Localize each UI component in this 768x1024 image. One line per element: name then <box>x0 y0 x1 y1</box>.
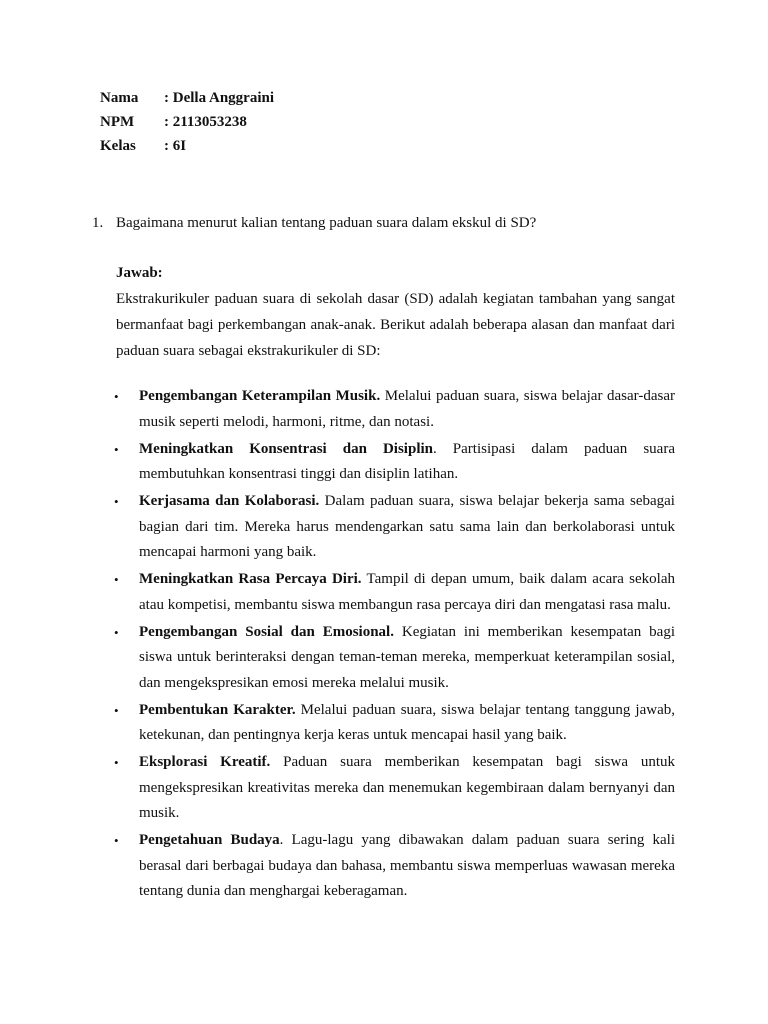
list-item-body: Kegiatan ini memberikan kesempatan bagi siswa untuk berinteraksi dengan teman-teman mereka, memperkuat keterampilan sosial, dan mengekspresikan emosi mereka melalui musik. <box>139 623 676 691</box>
list-item <box>114 750 675 827</box>
bullet-icon: • <box>114 833 119 848</box>
list-item-title: Pengetahuan Budaya <box>139 832 280 848</box>
npm-label: NPM <box>100 114 135 130</box>
list-item-title: Meningkatkan Rasa Percaya Diri. <box>139 571 362 587</box>
list-item-text <box>139 620 675 697</box>
bullet-icon: • <box>114 389 119 404</box>
student-npm-row <box>100 110 274 134</box>
list-item <box>114 620 675 697</box>
list-item-text <box>139 384 675 435</box>
list-item-title: Meningkatkan Konsentrasi dan Disiplin <box>139 440 433 457</box>
list-item-text <box>139 828 675 905</box>
question-text: Bagaimana menurut kalian tentang paduan suara dalam ekskul di SD? <box>116 215 537 231</box>
answer-block <box>116 262 675 364</box>
list-item-title: Eksplorasi Kreatif. <box>139 754 271 770</box>
list-item-title: Pengembangan Keterampilan Musik. <box>139 388 381 404</box>
list-item <box>114 698 675 749</box>
list-item-body: . Partisipasi dalam paduan suara membutuhkan konsentrasi tinggi dan disiplin latihan. <box>139 440 675 482</box>
answer-label: Jawab: <box>116 265 163 281</box>
list-item-text <box>139 489 675 566</box>
student-name-row <box>100 86 274 110</box>
list-item <box>114 489 675 566</box>
bullet-icon: • <box>114 624 119 640</box>
list-item-text <box>139 567 675 618</box>
student-class-row <box>100 134 274 158</box>
class-label: Kelas <box>100 138 136 154</box>
list-item <box>114 828 675 905</box>
name-label: Nama <box>100 90 139 106</box>
name-value: : Della Anggraini <box>164 90 275 106</box>
list-item-title: Kerjasama dan Kolaborasi. <box>139 493 320 509</box>
answer-intro: Ekstrakurikuler paduan suara di sekolah dasar (SD) adalah kegiatan tambahan yang sangat bermanfaat bagi perkembangan anak-anak. Berikut adalah beberapa alasan dan manfaat dari paduan suara sebagai ekstrakurikuler di SD: <box>116 291 675 359</box>
list-item <box>114 384 675 435</box>
list-item <box>114 437 675 488</box>
list-item-body: . Lagu-lagu yang dibawakan dalam paduan suara sering kali berasal dari berbagai budaya dan bahasa, membantu siswa memperluas wawasan mereka tentang dunia dan menghargai keberagaman. <box>139 832 675 899</box>
list-item-body: Paduan suara memberikan kesempatan bagi siswa untuk mengekspresikan kreativitas mereka dan menemukan kegembiraan dalam bernyanyi dan musik. <box>139 754 676 821</box>
bullet-icon: • <box>114 441 119 457</box>
list-item-text <box>139 750 675 827</box>
bullet-icon: • <box>114 755 119 770</box>
question-item <box>92 211 682 235</box>
list-item-text <box>139 698 675 749</box>
list-item-title: Pengembangan Sosial dan Emosional. <box>139 623 394 640</box>
benefits-list <box>114 384 675 906</box>
question-number: 1. <box>92 215 104 231</box>
list-item-text <box>139 437 675 488</box>
list-item-body: Melalui paduan suara, siswa belajar tentang tanggung jawab, ketekunan, dan pentingnya kerja keras untuk mencapai hasil yang baik. <box>139 701 675 743</box>
list-item <box>114 567 675 618</box>
student-info <box>100 86 274 158</box>
bullet-icon: • <box>114 572 119 587</box>
list-item-body: Melalui paduan suara, siswa belajar dasar-dasar musik seperti melodi, harmoni, ritme, dan notasi. <box>139 388 676 430</box>
npm-value: : 2113053238 <box>164 114 247 130</box>
list-item-title: Pembentukan Karakter. <box>139 701 296 718</box>
list-item-body: Tampil di depan umum, baik dalam acara sekolah atau kompetisi, membantu siswa membangun rasa percaya diri dan mengatasi rasa malu. <box>139 571 675 613</box>
list-item-body: Dalam paduan suara, siswa belajar bekerja sama sebagai bagian dari tim. Mereka harus mendengarkan satu sama lain dan berkolaborasi untuk mencapai harmoni yang baik. <box>139 493 675 560</box>
bullet-icon: • <box>114 702 119 718</box>
bullet-icon: • <box>114 494 119 509</box>
class-value: : 6I <box>164 138 187 154</box>
